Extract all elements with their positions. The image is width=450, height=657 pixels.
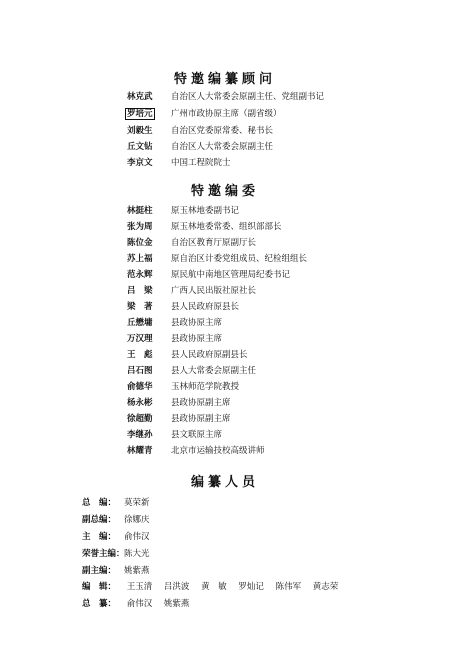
staff-person: 俞伟汉 [126, 599, 153, 609]
committee-title: 县文联原主席 [171, 430, 223, 440]
adviser-title: 自治区人大常委会原副主任 [171, 142, 274, 152]
committee-title: 县政协原副主席 [171, 398, 231, 408]
committee-name: 杨永彬 [127, 398, 153, 408]
staff-person: 陈大光 [124, 549, 150, 559]
committee-name: 林挺柱 [127, 206, 153, 216]
staff-person: 姚紫燕 [163, 599, 190, 609]
committee-name: 万汉理 [127, 334, 153, 344]
committee-name: 梁 著 [127, 302, 153, 312]
committee-row [127, 238, 256, 249]
staff-row [82, 498, 159, 509]
staff-role: 编 辑： [82, 582, 117, 592]
advisers-heading: 特邀编纂顾问 [173, 72, 276, 87]
staff-row [82, 549, 159, 560]
committee-row [127, 366, 256, 377]
committee-name: 吕 梁 [127, 286, 153, 296]
staff-role: 主 编： [82, 532, 117, 542]
committee-title: 县人民政府原县长 [171, 302, 240, 312]
committee-name: 林耀青 [127, 446, 153, 456]
committee-name: 范永辉 [127, 270, 153, 280]
committee-row [127, 302, 239, 313]
staff-person: 徐娜庆 [124, 515, 150, 525]
committee-title: 北京市运输技校高级讲师 [171, 446, 265, 456]
adviser-title: 自治区人大常委会原副主任、党组副书记 [171, 92, 325, 102]
staff-role: 荣誉主编： [82, 549, 125, 559]
committee-heading: 特邀编委 [190, 184, 259, 199]
committee-title: 原玉林地委副书记 [171, 206, 240, 216]
committee-row [127, 318, 222, 329]
staff-row [82, 532, 159, 543]
committee-row [127, 286, 256, 297]
staff-person: 莫荣新 [124, 498, 150, 508]
adviser-row [127, 142, 273, 153]
staff-person: 俞伟汉 [124, 532, 150, 542]
staff-role: 副总编： [82, 515, 117, 525]
adviser-title: 中国工程院院士 [171, 158, 231, 168]
adviser-name: 刘毅生 [127, 126, 153, 136]
committee-title: 县政协原副主席 [171, 414, 231, 424]
adviser-row [127, 92, 324, 103]
committee-row [127, 334, 222, 345]
adviser-name: 丘文钻 [127, 142, 153, 152]
committee-title: 县政协原主席 [171, 318, 223, 328]
adviser-row [127, 126, 273, 137]
staff-heading: 编纂人员 [190, 475, 259, 490]
adviser-title: 自治区党委原常委、秘书长 [171, 126, 274, 136]
committee-row [127, 446, 265, 457]
committee-row [127, 206, 239, 217]
committee-name: 陈位金 [127, 238, 153, 248]
staff-row [82, 515, 159, 526]
committee-row [127, 270, 290, 281]
staff-row [82, 599, 198, 610]
committee-title: 玉林师范学院教授 [171, 382, 240, 392]
committee-title: 原自治区计委党组成员、纪检组组长 [171, 254, 308, 264]
staff-person: 陈伟军 [275, 582, 302, 592]
adviser-name: 林克武 [127, 92, 153, 102]
staff-person: 黄 敏 [201, 582, 227, 592]
adviser-title: 广州市政协原主席（副省级） [171, 109, 282, 119]
committee-row [127, 222, 282, 233]
staff-role: 副主编： [82, 566, 117, 576]
committee-title: 原玉林地委常委、组织部部长 [171, 222, 282, 232]
staff-person: 罗灿记 [238, 582, 264, 592]
committee-row [127, 382, 239, 393]
staff-row [82, 566, 159, 577]
committee-name: 丘懋墉 [127, 318, 153, 328]
staff-person: 姚紫燕 [124, 566, 150, 576]
committee-name: 徐超勤 [127, 414, 153, 424]
staff-person: 吕洪波 [163, 582, 190, 592]
highlighted-name: 罗培元 [127, 109, 153, 119]
staff-role: 总 编： [82, 498, 117, 508]
committee-name: 苏上福 [127, 254, 153, 264]
committee-name: 俞德华 [127, 382, 153, 392]
adviser-row [127, 158, 231, 169]
committee-name: 王 彪 [127, 350, 153, 360]
committee-title: 广西人民出版社原社长 [171, 286, 257, 296]
staff-person: 黄志荣 [312, 582, 339, 592]
adviser-name [127, 109, 163, 120]
staff-person: 王玉清 [126, 582, 153, 592]
committee-title: 自治区教育厅原副厅长 [171, 238, 257, 248]
staff-role: 总 纂： [82, 599, 117, 609]
committee-title: 县人民政府原副县长 [171, 350, 248, 360]
committee-title: 县人大常委会原副主任 [171, 366, 257, 376]
committee-row [127, 350, 248, 361]
committee-row [127, 430, 222, 441]
committee-name: 李继孙 [127, 430, 153, 440]
adviser-row [127, 109, 282, 120]
committee-name: 张为周 [127, 222, 153, 232]
staff-row [82, 582, 347, 593]
committee-title: 原民航中南地区管理局纪委书记 [171, 270, 291, 280]
committee-title: 县政协原主席 [171, 334, 223, 344]
committee-row [127, 254, 307, 265]
adviser-name: 李京文 [127, 158, 153, 168]
committee-row [127, 398, 231, 409]
committee-name: 吕石图 [127, 366, 153, 376]
committee-row [127, 414, 231, 425]
